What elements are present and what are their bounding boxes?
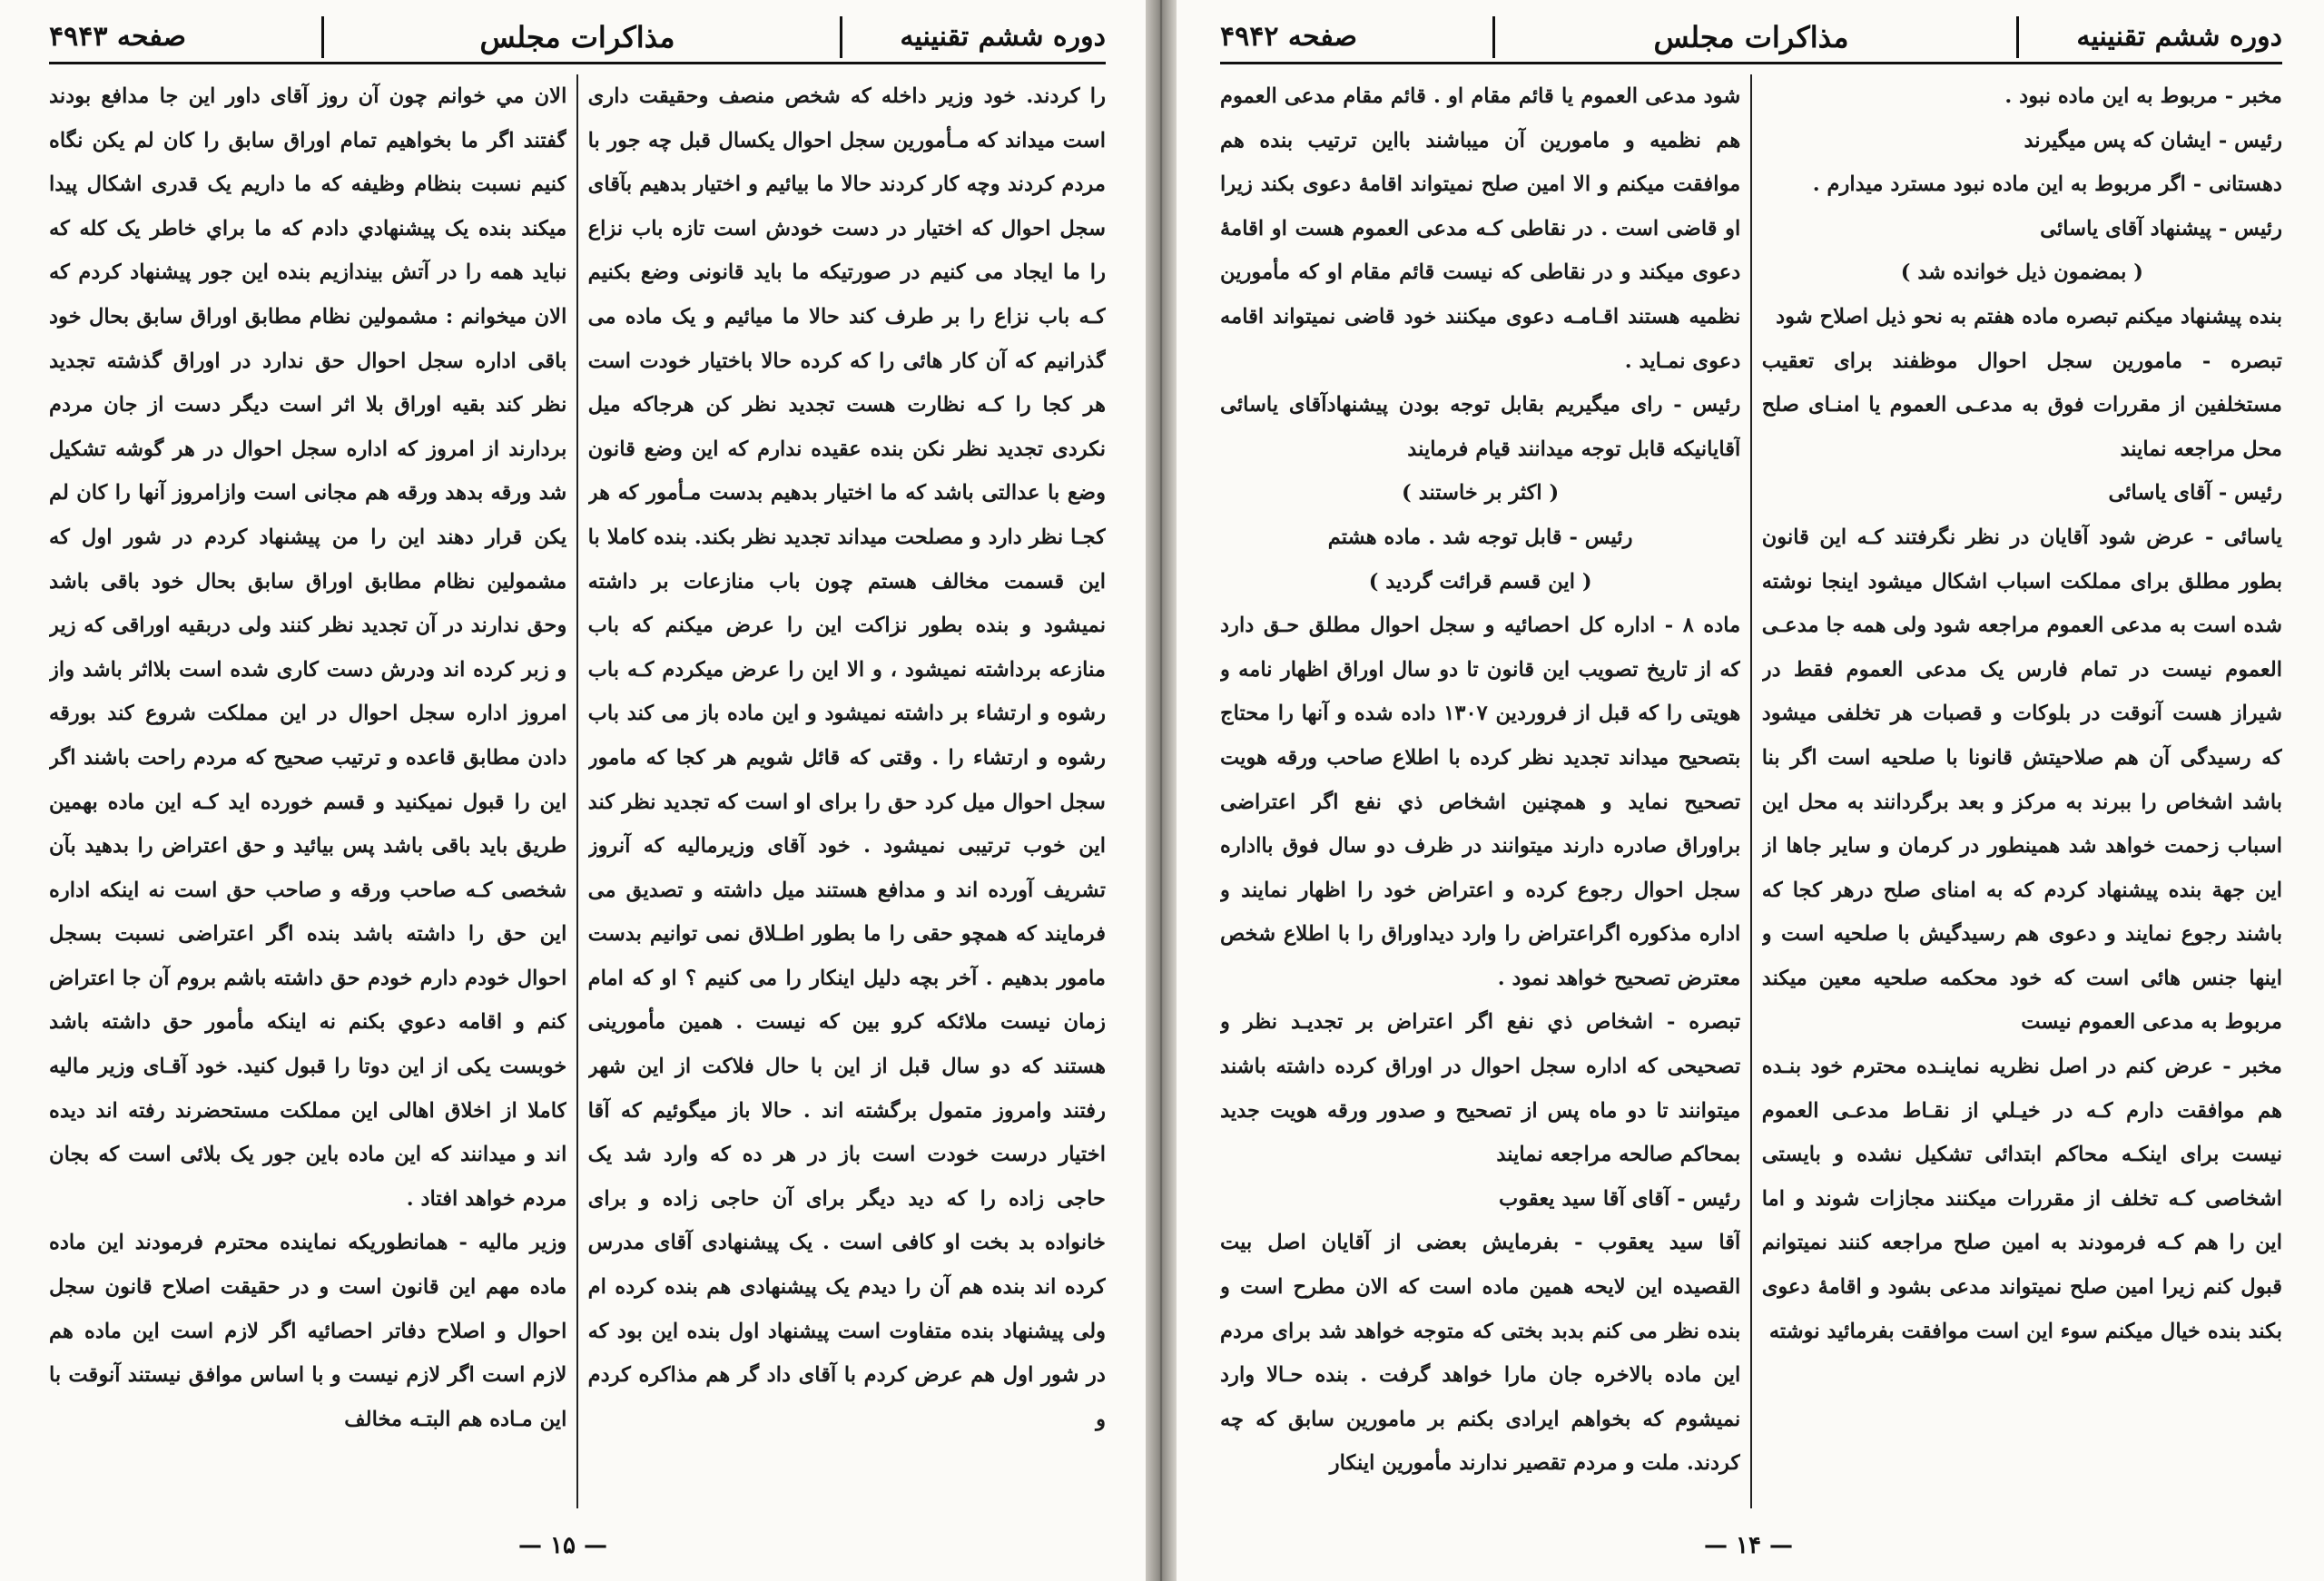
column-divider [1750,74,1752,1508]
left-page-header [49,13,1106,64]
left-page-columns [49,74,1106,1508]
right-page [1177,0,2324,1581]
left-header-page-number: صفحه ۴۹۴۳ [49,21,186,53]
paragraph: ( اکثر بر خاستند ) [1402,481,1560,506]
right-page-left-column [1220,74,1740,1508]
left-header-title: مذاکرات مجلس [479,20,675,54]
left-page-right-column [588,74,1106,1508]
column-divider [576,74,578,1508]
left-page [0,0,1146,1581]
paragraph: ماده ۸ - اداره کل احصائیه و سجل احوال مطلق حـق دارد که از تاریخ تصویب این قانون تا دو سال اوراق اظهار نامه و هویتی را که قبل از فروردین ۱۳۰۷ داده شده و آنها را محتاج بتصحیح میداند تجدید نظر کرده با اطلاع صاحب ورقه هویت تصحیح نماید و همچنین اشخاص ذي نفع اگر اعتراضی براوراق صادره دارند میتوانند در ظرف دو سال فوق بااداره سجل احوال رجوع کرده و اعتراض خود را اظهار نمایند و اداره مذکوره اگراعتراض را وارد دیداوراق را با اطلاع شخص معترض تصحیح خواهد نمود . [1220,614,1741,990]
paragraph: یاسائی - عرض شود آقایان در نظر نگرفتند کـه این قانون بطور مطلق برای مملکت اسباب اشکال میشود اینجا نوشته شده است به مدعی العموم مراجعه شود ولی همه جا مدعـی العموم نیست در تمام فارس یک مدعی العموم فقط در شیراز هست آنوقت در بلوکات و قصبات هر تخلفی میشود که رسیدگی آن هم صلاحیتش قانونا با صلحیه است اگر بنا باشد اشخاص را ببرند به مرکز و بعد برگردانند به محل این اسباب زحمت خواهد شد همینطور در کرمان و سایر جاها از این جهة بنده پیشنهاد کردم که به امنای صلح درهر کجا که باشند رجوع نمایند و دعوی هم رسیدگیش با صلحیه است و اینها جنس هائی است که خود محکمه صلحیه معین میکند مربوط به مدعی العموم نیست [1761,525,2282,1035]
right-header-separator [2016,16,2019,58]
paragraph: رئیس - رای میگیریم بقابل توجه بودن پیشنهادآقای یاسائی آقایانیکه قابل توجه میدانند قیام فرمایند [1220,393,1741,461]
paragraph: مخبر - مربوط به این ماده نبود . [2004,84,2282,108]
paragraph: رئیس - آقای یاسائی [2108,481,2282,506]
right-header-session: دوره ششم تقنینیه [2076,21,2282,53]
book-gutter [1146,0,1177,1581]
paragraph: ( بمضمون ذیل خوانده شد ) [1900,260,2143,285]
right-page-footer-number: — ١۴ — [1703,1532,1794,1559]
paragraph: وزیر مالیه - همانطوریکه نماینده محترم فرمودند این ماده ماده مهم این قانون است و در حقیقت اصلاح قانون سجل احوال و اصلاح دفاتر احصائیه اگر لازم است این ماده هم لازم است اگر لازم نیست و با اساس موافق نیستند آنوقت با این مـاده هم البتـه مخالف [49,1231,567,1431]
paragraph: ( این قسم قرائت گردید ) [1368,569,1592,594]
right-page-header [1220,13,2282,64]
paragraph: شود مدعی العموم یا قائم مقام او . قائم مقام مدعی العموم هم نظمیه و مامورین آن میباشند بااین ترتیب بنده هم موافقت میکنم و الا امین صلح نمیتواند اقامهٔ دعوی بکند زیرا او قاضی است . در نقاطی کـه مدعی العموم هست او اقامهٔ دعوی میکند و در نقاطی که نیست قائم مقام او که مأمورین نظمیه هستند اقـامـه دعوی میکنند خود قاضی نمیتواند اقامه دعوی نمـاید . [1220,84,1741,373]
paragraph: رئیس - پیشنهاد آقای یاسائی [2040,216,2282,241]
paragraph: را کردند. خود وزیر داخله که شخص منصف وحقیقت داری است میداند که مـأمورین سجل احوال یکسال قبل چه جور با مردم کردند وچه کار کردند حالا ما بیائیم و اختیار بدهیم بآقای سجل احوال که اختیار در دست خودش است تازه باب نزاع را ما ایجاد می کنیم در صورتیکه ما باید قانونی وضع بکنیم کـه باب نزاع را بر طرف کند حالا ما میائیم و یک ماده می گذرانیم که آن کار هائی را که کرده حالا باختیار خودت است هر کجا را کـه نظارت هست تجدید نظر کن هرجاکه میل نکردی تجدید نظر نکن بنده عقیده ندارم که این وضع قانون وضع با عدالتی باشد که ما اختیار بدهیم بدست مـأمور که هر کجـا نظر دارد و مصلحت میداند تجدید نظر بکند. بنده کاملا با این قسمت مخالف هستم چون باب منازعات بر داشته نمیشود و بنده بطور نزاکت این را عرض میکنم که باب منازعه برداشته نمیشود ، و الا این را عرض میکردم کـه باب رشوه و ارتشاء بر داشته نمیشود و این ماده باز می کند باب رشوه و ارتشاء را . وقتی که قائل شویم هر کجا که مامور سجل احوال میل کرد حق را برای او است که تجدید نظر کند این خوب ترتیبی نمیشود . خود آقای وزیرمالیه که آنروز تشریف آورده اند و مدافع هستند میل داشته و تصدیق می فرمایند که همچو حقی را ما بطور اطـلاق نمی توانیم بدست مامور بدهیم . آخر بچه دلیل اینکار را می کنیم ؟ او که امام زمان نیست ملائکه کرو بین که نیست . همین مأمورینی هستند که دو سال قبل از این با حال فلاکت از این شهر رفتند وامروز متمول برگشته اند . حالا باز میگوئیم که آقا اختیار درست خودت است باز در هر ده که وارد شد یک حاجی زاده را که دید دیگر برای آن حاجی زاده و برای خانواده بد بخت او کافی است . یک پیشنهادی آقای مدرس کرده اند بنده هم آن را دیدم یک پیشنهادی هم بنده کرده ام ولی پیشنهاد بنده متفاوت است پیشنهاد اول بنده این بود که در شور اول هم عرض کردم با آقای داد گر هم مذاکره کردم و [587,84,1106,1431]
right-page-columns [1220,74,2282,1508]
right-header-title: مذاکرات مجلس [1653,20,1849,54]
paragraph: رئیس - آقای آقا سید یعقوب [1498,1186,1741,1211]
paragraph: دهستانی - اگر مربوط به این ماده نبود مسترد میدارم . [1812,172,2282,197]
paragraph: آقا سید یعقوب - بفرمایش بعضی از آقایان اصل بیت القصیده این لایحه همین ماده است که الان مطرح است و بنده نظر می کنم بدبد بختی که متوجه خواهد شد برای مردم این ماده بالاخره جان مارا خواهد گرفت . بنده حـالا وارد نمیشوم که بخواهم ایرادی بکنم بر مامورین سابق که چه کردند. ملت و مردم تقصیر ندارند مأمورین اینکار [1220,1231,1741,1476]
left-header-session: دوره ششم تقنینیه [900,21,1106,53]
right-header-page-number: صفحه ۴۹۴۲ [1220,21,1357,53]
left-header-separator [840,16,842,58]
paragraph: بنده پیشنهاد میکنم تبصره ماده هفتم به نحو ذیل اصلاح شود [1776,304,2282,329]
paragraph: مخبر - عرض کنم در اصل نظریه نماینـده محترم خود بنـده هم موافقت دارم کـه در خیـلي از نقـاط مدعـی العموم نیست برای اینکـه محاکم ابتدائی تشکیل نشده و بایستی اشخاصی کـه تخلف از مقررات میکنند مجازات شوند و اما این را هم کـه فرمودند به امین صلح مراجعه کنند نمیتوانم قبول کنم زیرا امین صلح نمیتواند مدعی بشود و اقامهٔ دعوی بکند بنده خیال میکنم سوء این است موافقت بفرمائید نوشته [1761,1055,2282,1343]
left-page-left-column [49,74,566,1508]
right-page-right-column [1762,74,2282,1508]
paragraph: تبصره - مامورین سجل احوال موظفند برای تعقیب مستخلفین از مقررات فوق به مدعـی العموم یا امنـای صلح محل مراجعه نمایند [1761,349,2282,461]
paragraph: تبصره - اشخاص ذي نفع اگر اعتراض بر تجدیـد نظر و تصحیحی که اداره سجل احوال در اوراق کرده داشته باشند میتوانند تا دو ماه پس از تصحیح و صدور ورقه هویت جدید بمحاکم صالحه مراجعه نمایند [1220,1010,1741,1167]
left-page-footer-number: — ١۵ — [517,1532,608,1559]
paragraph: رئیس - قابل توجه شد . ماده هشتم [1327,525,1633,549]
paragraph: رئیس - ایشان که پس میگیرند [2024,128,2282,152]
right-header-separator [1492,16,1495,58]
left-header-separator [321,16,324,58]
paragraph: الان مي خوانم چون آن روز آقای داور این جا مدافع بودند گفتند اگر ما بخواهیم تمام اوراق سابق را کان لم یکن نگاه کنیم نسبت بنظام وظیفه که ما داریم یک قدری اشکال پیدا میکند بنده یک پیشنهادي دادم که ما براي خاطر یک کله که نباید همه را در آتش بیندازیم بنده این جور پیشنهاد کردم که الان میخوانم : مشمولین نظام مطابق اوراق سابق بحال خود باقی اداره سجل احوال حق ندارد در اوراق گذشته تجدید نظر کند بقیه اوراق بلا اثر است دیگر دست از جان مردم بردارند از امروز که اداره سجل احوال در هر گوشه تشکیل شد ورقه بدهد ورقه هم مجانی است وازامروز آنها را کان لم یکن قرار دهند این را من پیشنهاد کردم در شور اول که مشمولین نظام مطابق اوراق سابق بحال خود باقی باشد وحق ندارند در آن تجدید نظر کنند ولی دربقیه اوراقی که زیر و زبر کرده اند ودرش دست کاری شده است بلااثر باشد واز امروز اداره سجل احوال در این مملکت شروع کند بورقه دادن مطابق قاعده و ترتیب صحیح که مردم راحت باشند اگر این را قبول نمیکنید و قسم خورده اید کـه این ماده بهمین طریق باید باقی باشد پس بیائید و حق اعتراض را بدهید بآن شخصی کـه صاحب ورقه و صاحب حق است نه اینکه اداره این حق را داشته باشد بنده اگر اعتراضی نسبت بسجل احوال خودم دارم خودم حق داشته باشم بروم آن جا اعتراض کنم و اقامه دعوي بکنم نه اینکه مأمور حق داشته باشد خوبست یکی از این دوتا را قبول کنید. خود آقـای وزیر مالیه کاملا از اخلاق اهالی این مملکت مستحضرند رفته اند دیده اند و میدانند که این ماده باین جور یک بلائی است که بجان مردم خواهد افتاد . [49,84,567,1211]
